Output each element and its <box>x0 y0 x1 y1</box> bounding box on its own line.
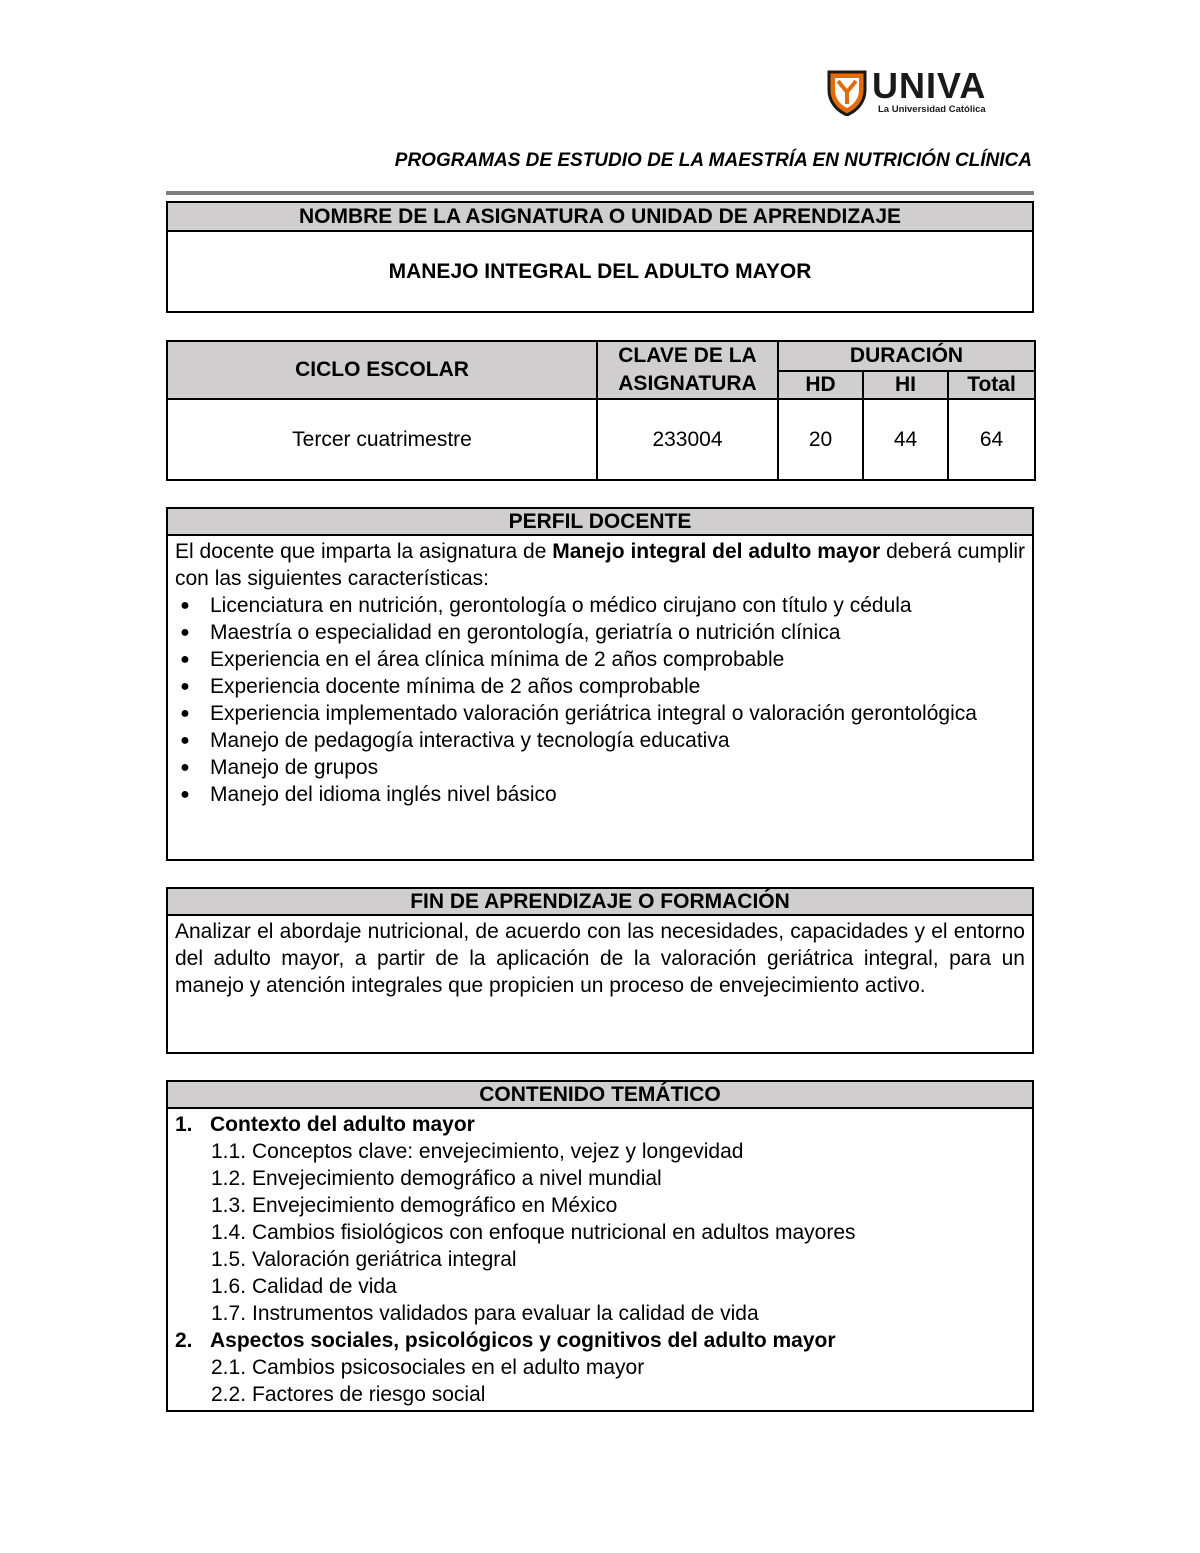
topic-title: Cambios fisiológicos con enfoque nutricional en adultos mayores <box>252 1221 856 1244</box>
cycle-header: CICLO ESCOLAR <box>167 341 597 399</box>
topic-number: 1.4. <box>211 1221 247 1244</box>
list-item-text: Manejo del idioma inglés nivel básico <box>210 783 557 806</box>
profile-header: PERFIL DOCENTE <box>167 508 1033 535</box>
unit-title: Aspectos sociales, psicológicos y cognitivos del adulto mayor <box>210 1329 836 1352</box>
topic-item <box>175 1300 1025 1327</box>
topic-title: Valoración geriátrica integral <box>252 1248 517 1271</box>
topic-title: Conceptos clave: envejecimiento, vejez y longevidad <box>252 1140 744 1163</box>
list-item-text: Experiencia implementado valoración geriátrica integral o valoración gerontológica <box>210 702 977 725</box>
bullet-icon: ● <box>180 786 190 803</box>
list-item <box>175 700 1025 727</box>
list-item-text: Experiencia docente mínima de 2 años comprobable <box>210 675 701 698</box>
list-item <box>175 646 1025 673</box>
list-item <box>175 727 1025 754</box>
content-body <box>167 1108 1033 1411</box>
profile-body <box>167 535 1033 860</box>
profile-subject-name: Manejo integral del adulto mayor <box>552 540 881 563</box>
program-title: PROGRAMAS DE ESTUDIO DE LA MAESTRÍA EN NUTRICIÓN CLÍNICA <box>394 150 1032 171</box>
key-header <box>597 341 778 399</box>
header-divider <box>166 191 1034 195</box>
topic-item <box>175 1219 1025 1246</box>
content-header: CONTENIDO TEMÁTICO <box>167 1081 1033 1108</box>
key-value: 233004 <box>597 399 778 480</box>
unit-number: 2. <box>175 1329 193 1352</box>
total-header: Total <box>948 371 1035 400</box>
topic-number: 1.1. <box>211 1140 247 1163</box>
logo-wordmark: UNIVA <box>872 65 987 106</box>
topic-number: 1.6. <box>211 1275 247 1298</box>
topic-title: Envejecimiento demográfico en México <box>252 1194 618 1217</box>
unit-number: 1. <box>175 1113 193 1136</box>
list-item <box>175 592 1025 619</box>
bullet-icon: ● <box>180 678 190 695</box>
list-item <box>175 673 1025 700</box>
topic-title: Envejecimiento demográfico a nivel mundial <box>252 1167 662 1190</box>
topic-title: Factores de riesgo social <box>252 1383 486 1406</box>
topic-number: 1.5. <box>211 1248 247 1271</box>
list-item-text: Manejo de grupos <box>210 756 379 779</box>
topic-item <box>175 1273 1025 1300</box>
profile-list <box>175 592 1025 808</box>
cycle-value: Tercer cuatrimestre <box>167 399 597 480</box>
profile-intro-end: deberá cumplir con las siguientes características: <box>175 540 1026 590</box>
topic-number: 1.3. <box>211 1194 247 1217</box>
bullet-icon: ● <box>180 705 190 722</box>
unit-title: Contexto del adulto mayor <box>210 1113 475 1136</box>
list-item-text: Licenciatura en nutrición, gerontología o médico cirujano con título y cédula <box>210 594 912 617</box>
topic-item <box>175 1381 1025 1408</box>
subject-name: MANEJO INTEGRAL DEL ADULTO MAYOR <box>167 231 1033 312</box>
list-item <box>175 619 1025 646</box>
list-item-text: Maestría o especialidad en gerontología, geriatría o nutrición clínica <box>210 621 841 644</box>
hi-header: HI <box>863 371 948 400</box>
subject-table <box>166 201 1034 313</box>
profile-intro <box>175 538 1025 592</box>
learning-goal-header: FIN DE APRENDIZAJE O FORMACIÓN <box>167 888 1033 915</box>
topic-number: 2.2. <box>211 1383 247 1406</box>
topic-item <box>175 1354 1025 1381</box>
key-header-line1: CLAVE DE LA <box>618 344 757 367</box>
topic-number: 1.2. <box>211 1167 247 1190</box>
profile-intro-start: El docente que imparta la asignatura de <box>175 540 553 563</box>
bullet-icon: ● <box>180 732 190 749</box>
topic-title: Instrumentos validados para evaluar la calidad de vida <box>252 1302 759 1325</box>
bullet-icon: ● <box>180 759 190 776</box>
profile-table <box>166 507 1034 861</box>
cycle-table <box>166 340 1036 481</box>
topic-item <box>175 1138 1025 1165</box>
bullet-icon: ● <box>180 624 190 641</box>
univa-logo <box>826 65 1032 118</box>
key-header-line2: ASIGNATURA <box>618 372 757 395</box>
topic-title: Calidad de vida <box>252 1275 397 1298</box>
topic-number: 2.1. <box>211 1356 247 1379</box>
unit-heading <box>175 1327 1025 1354</box>
bullet-icon: ● <box>180 651 190 668</box>
shield-logo-icon <box>826 70 868 116</box>
topic-number: 1.7. <box>211 1302 247 1325</box>
total-value: 64 <box>948 399 1035 480</box>
duration-header: DURACIÓN <box>778 341 1035 371</box>
hi-value: 44 <box>863 399 948 480</box>
logo-tagline: La Universidad Católica <box>878 104 986 115</box>
unit-heading <box>175 1111 1025 1138</box>
hd-header: HD <box>778 371 863 400</box>
topic-item <box>175 1165 1025 1192</box>
topic-item <box>175 1246 1025 1273</box>
topic-item <box>175 1192 1025 1219</box>
list-item-text: Experiencia en el área clínica mínima de 2 años comprobable <box>210 648 785 671</box>
list-item-text: Manejo de pedagogía interactiva y tecnología educativa <box>210 729 730 752</box>
topic-title: Cambios psicosociales en el adulto mayor <box>252 1356 645 1379</box>
list-item <box>175 781 1025 808</box>
learning-goal-table <box>166 887 1034 1054</box>
learning-goal-text: Analizar el abordaje nutricional, de acuerdo con las necesidades, capacidades y el entorno del adulto mayor, a partir de la aplicación de la valoración geriátrica integral, para un manejo y atención integrales que propicien un proceso de envejecimiento activo. <box>167 915 1033 1053</box>
list-item <box>175 754 1025 781</box>
hd-value: 20 <box>778 399 863 480</box>
content-table <box>166 1080 1034 1412</box>
subject-header: NOMBRE DE LA ASIGNATURA O UNIDAD DE APRENDIZAJE <box>167 202 1033 231</box>
bullet-icon: ● <box>180 597 190 614</box>
